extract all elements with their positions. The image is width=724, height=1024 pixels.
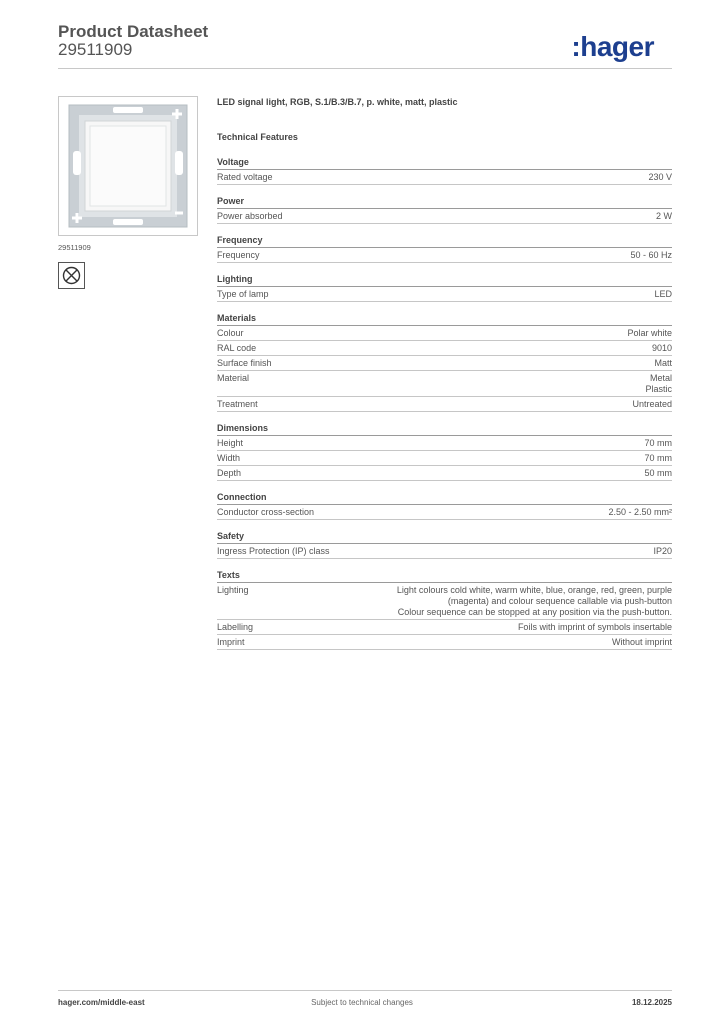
group-title: Connection <box>217 491 672 505</box>
feature-value <box>251 468 672 479</box>
header-divider <box>58 68 672 69</box>
feature-group <box>217 273 672 302</box>
feature-value-line: 9010 <box>651 342 672 353</box>
feature-groups <box>217 156 672 650</box>
feature-value-line: 50 - 60 Hz <box>630 249 672 260</box>
feature-value-line: Plastic <box>645 383 672 394</box>
group-title: Materials <box>217 312 672 326</box>
feature-value-line: Matt <box>654 357 672 368</box>
feature-value-line: Light colours cold white, warm white, blue, orange, red, green, purple <box>396 584 672 595</box>
feature-group <box>217 491 672 520</box>
feature-row <box>217 436 672 451</box>
feature-row <box>217 397 672 412</box>
feature-value-line: Untreated <box>632 398 672 409</box>
product-description: LED signal light, RGB, S.1/B.3/B.7, p. white, matt, plastic <box>217 97 458 107</box>
group-title: Power <box>217 195 672 209</box>
feature-group <box>217 195 672 224</box>
feature-label: Frequency <box>217 249 260 260</box>
feature-row <box>217 248 672 263</box>
feature-value <box>293 211 672 222</box>
lamp-symbol-icon <box>58 262 85 289</box>
footer-website: hager.com/middle-east <box>58 998 145 1007</box>
feature-group <box>217 569 672 650</box>
feature-label: Lighting <box>217 584 249 595</box>
feature-value <box>283 172 672 183</box>
product-illustration <box>59 97 197 235</box>
feature-row <box>217 544 672 559</box>
page-header <box>58 20 672 68</box>
footer-divider <box>58 990 672 991</box>
feature-row <box>217 635 672 650</box>
feature-row <box>217 371 672 397</box>
hager-logo: :hager <box>571 31 654 62</box>
group-title: Texts <box>217 569 672 583</box>
feature-value-line: Polar white <box>627 327 672 338</box>
feature-value <box>254 328 672 339</box>
image-caption: 29511909 <box>58 243 91 252</box>
feature-row <box>217 170 672 185</box>
feature-label: Rated voltage <box>217 171 273 182</box>
feature-value-line: 2 W <box>655 210 672 221</box>
technical-features-heading: Technical Features <box>217 132 298 142</box>
feature-label: Surface finish <box>217 357 272 368</box>
feature-value <box>263 622 672 633</box>
footer-date: 18.12.2025 <box>631 998 672 1007</box>
feature-label: Power absorbed <box>217 210 283 221</box>
feature-row <box>217 287 672 302</box>
feature-value-line: (magenta) and colour sequence callable via push-button <box>447 595 672 606</box>
feature-value-line: Metal <box>649 372 672 383</box>
feature-row <box>217 356 672 371</box>
feature-value-line: LED <box>654 288 672 299</box>
feature-group <box>217 422 672 481</box>
document-number: 29511909 <box>58 40 133 59</box>
feature-value-line: IP20 <box>653 545 672 556</box>
feature-label: Imprint <box>217 636 245 647</box>
group-title: Frequency <box>217 234 672 248</box>
feature-value-line: Foils with imprint of symbols insertable <box>517 621 672 632</box>
feature-label: Treatment <box>217 398 258 409</box>
feature-label: Depth <box>217 467 242 478</box>
feature-value <box>266 343 672 354</box>
feature-value <box>268 399 672 410</box>
group-title: Safety <box>217 530 672 544</box>
feature-label: Height <box>217 437 244 448</box>
feature-value <box>259 373 672 395</box>
feature-row <box>217 583 672 620</box>
feature-label: Labelling <box>217 621 254 632</box>
feature-label: Colour <box>217 327 244 338</box>
feature-value-line: 2.50 - 2.50 mm² <box>608 506 672 517</box>
feature-row <box>217 341 672 356</box>
feature-value-line: 50 mm <box>644 467 672 478</box>
feature-value <box>340 546 672 557</box>
feature-group <box>217 312 672 412</box>
feature-value-line: Without imprint <box>611 636 672 647</box>
feature-value <box>324 507 672 518</box>
feature-row <box>217 466 672 481</box>
feature-label: Material <box>217 372 250 383</box>
group-title: Dimensions <box>217 422 672 436</box>
feature-value <box>279 289 672 300</box>
feature-value <box>282 358 672 369</box>
feature-row <box>217 451 672 466</box>
feature-value <box>255 637 672 648</box>
feature-value-line: 70 mm <box>644 452 672 463</box>
document-title: Product Datasheet <box>58 22 209 41</box>
feature-value-line: 70 mm <box>644 437 672 448</box>
feature-label: Width <box>217 452 241 463</box>
feature-row <box>217 209 672 224</box>
feature-row <box>217 326 672 341</box>
footer-notice: Subject to technical changes <box>311 998 413 1007</box>
feature-label: RAL code <box>217 342 257 353</box>
technical-content <box>217 95 672 650</box>
feature-group <box>217 530 672 559</box>
feature-group <box>217 156 672 185</box>
feature-label: Conductor cross-section <box>217 506 315 517</box>
feature-value <box>250 453 672 464</box>
feature-row <box>217 620 672 635</box>
feature-label: Type of lamp <box>217 288 269 299</box>
feature-value <box>270 250 672 261</box>
feature-label: Ingress Protection (IP) class <box>217 545 330 556</box>
feature-row <box>217 505 672 520</box>
feature-value <box>253 438 672 449</box>
group-title: Lighting <box>217 273 672 287</box>
product-image <box>58 96 198 236</box>
feature-value <box>259 585 672 618</box>
feature-value-line: Colour sequence can be stopped at any position via the push-button. <box>397 606 672 617</box>
group-title: Voltage <box>217 156 672 170</box>
feature-group <box>217 234 672 263</box>
feature-value-line: 230 V <box>648 171 672 182</box>
